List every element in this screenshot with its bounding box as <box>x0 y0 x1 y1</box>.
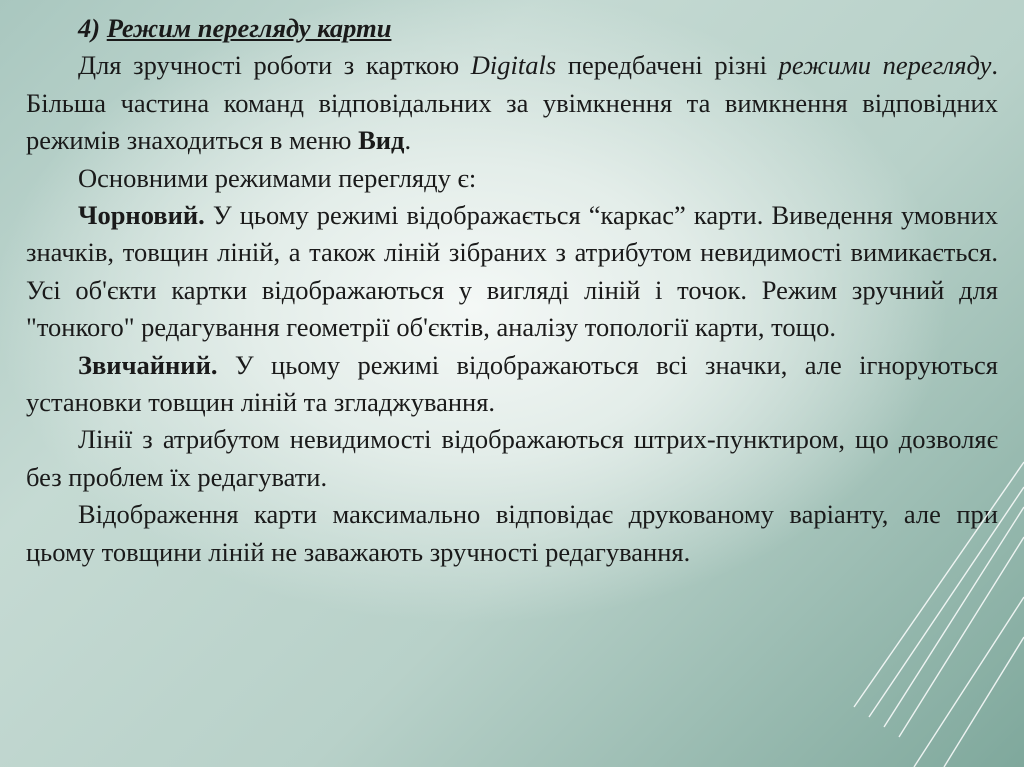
decor-line <box>854 462 1024 707</box>
paragraph-invisible-lines: Лінії з атрибутом невидимості відображаються штрих-пунктиром, що дозволяє без проблем їх редагувати. <box>26 424 998 492</box>
normal-mode-text: У цьому режимі відображаються всі значки, але ігноруються установки товщин ліній та згладжування. <box>26 349 998 418</box>
decorative-lines <box>844 407 1024 767</box>
decor-line <box>899 537 1024 737</box>
normal-mode-label: Звичайний. <box>78 349 218 380</box>
paragraph-print-view: Відображення карти максимально відповідає друкованому варіанту, але при цьому товщини ліній не заважають зручності редагування. <box>26 499 998 567</box>
view-modes-term: режими перегляду <box>778 50 992 81</box>
draft-mode-label: Чорновий. <box>78 200 205 231</box>
decor-line <box>914 597 1024 767</box>
title-number: 4) <box>78 13 101 43</box>
paragraph-draft-mode <box>26 197 998 347</box>
intro-text-2: передбачені різні <box>556 50 779 81</box>
paragraph-intro <box>26 47 998 159</box>
title-text: Режим перегляду карти <box>106 13 392 43</box>
digitals-term: Digitals <box>470 50 557 81</box>
decor-line <box>884 507 1024 727</box>
intro-text-1: Для зручності роботи з карткою <box>78 50 471 81</box>
intro-text-3: . Більша частина команд відповідальних за увімкнення та вимкнення відповідних режимів знаходиться в меню <box>26 50 998 156</box>
intro-text-4: . <box>404 125 412 156</box>
decor-line <box>869 487 1024 717</box>
paragraph-main-modes: Основними режимами перегляду є: <box>78 162 477 193</box>
view-menu-term: Вид <box>358 125 405 156</box>
draft-mode-text: У цьому режимі відображається “каркас” карти. Виведення умовних значків, товщин ліній, а також ліній зібраних з атрибутом невидимості вимикається. Усі об'єкти картки відображаються у вигляді ліній і точок. Режим зручний для "тонкого" редагування геометрії об'єктів, аналізу топології карти, тощо. <box>26 200 998 343</box>
slide-title <box>26 10 998 47</box>
